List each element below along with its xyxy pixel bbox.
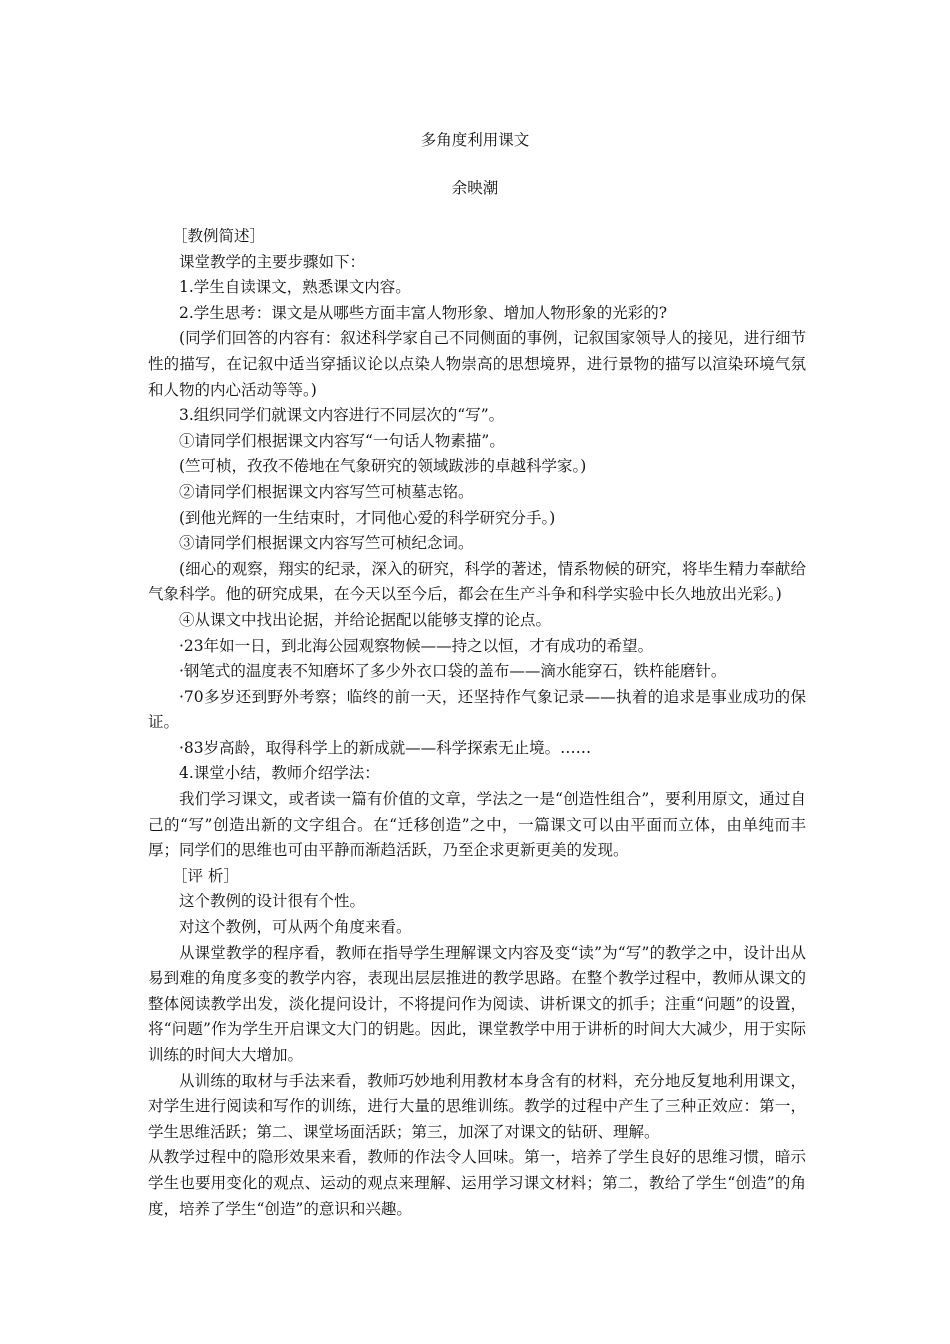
body-paragraph: ③请同学们根据课文内容写竺可桢纪念词。 — [179, 534, 474, 553]
body-paragraph: ①请同学们根据课文内容写“一句话人物素描”。 — [179, 431, 505, 450]
body-paragraph: 从训练的取材与手法来看，教师巧妙地利用教材本身含有的材料，充分地反复地利用课文，对学生进行阅读和写作的训练，进行大量的思维训练。教学的过程中产生了三种正效应：第一，学生思维活跃；第二、课堂场面活跃；第三，加深了对课文的钻研、理解。 — [148, 1071, 806, 1141]
body-paragraph: (竺可桢，孜孜不倦地在气象研究的领域跋涉的卓越科学家。) — [179, 457, 587, 476]
body-paragraph: 4.课堂小结，教师介绍学法： — [179, 764, 380, 783]
body-paragraph: 对这个教例，可从两个角度来看。 — [179, 918, 412, 937]
body-paragraph: 1.学生自读课文，熟悉课文内容。 — [179, 278, 411, 297]
document-title: 多角度利用课文 — [420, 131, 530, 149]
document-author: 余映潮 — [451, 179, 499, 197]
body-paragraph: ④从课文中找出论据，并给论据配以能够支撑的论点。 — [179, 610, 552, 629]
body-paragraph: 这个教例的设计很有个性。 — [179, 892, 366, 911]
body-paragraph: ·83岁高龄，取得科学上的新成就——科学探索无止境。…… — [179, 738, 592, 757]
body-paragraph: (到他光辉的一生结束时，才同他心爱的科学研究分手。) — [179, 508, 556, 527]
body-paragraph: 3.组织同学们就课文内容进行不同层次的“写”。 — [179, 406, 505, 425]
body-paragraph: 课堂教学的主要步骤如下： — [179, 252, 366, 271]
section-heading-commentary: ［评 析］ — [172, 866, 239, 885]
body-paragraph: ·70多岁还到野外考察；临终的前一天，还坚持作气象记录——执着的追求是事业成功的保证。 — [148, 687, 806, 732]
body-paragraph: ·23年如一日，到北海公园观察物候——持之以恒，才有成功的希望。 — [179, 636, 654, 655]
body-paragraph: 从课堂教学的程序看，教师在指导学生理解课文内容及变“读”为“写”的教学之中，设计出从易到难的角度多变的教学内容，表现出层层推进的教学思路。在整个教学过程中，教师从课文的整体阅读教学出发，淡化提问设计，不将提问作为阅读、讲析课文的抓手；注重“问题”的设置，将“问题”作为学生开启课文大门的钥匙。因此，课堂教学中用于讲析的时间大大减少，用于实际训练的时间大大增加。 — [148, 943, 806, 1064]
body-paragraph: ·钢笔式的温度表不知磨坏了多少外衣口袋的盖布——滴水能穿石，铁杵能磨针。 — [179, 662, 727, 681]
body-paragraph: ②请同学们根据课文内容写竺可桢墓志铭。 — [179, 482, 474, 501]
section-heading-case-summary: ［教例简述］ — [172, 227, 266, 245]
body-paragraph: (同学们回答的内容有：叙述科学家自己不同侧面的事例，记叙国家领导人的接见，进行细节性的描写，在记叙中适当穿插议论以点染人物崇高的思想境界，进行景物的描写以渲染环境气氛和人物的内心活动等等。) — [148, 329, 806, 399]
body-paragraph: 我们学习课文，或者读一篇有价值的文章，学法之一是“创造性组合”，要利用原文，通过自己的“写”创造出新的文字组合。在“迁移创造”之中，一篇课文可以由平面而立体，由单纯而丰厚；同学们的思维也可由平静而渐趋活跃，乃至企求更新更美的发现。 — [148, 790, 806, 860]
document-body — [148, 224, 806, 1222]
body-paragraph: 2.学生思考：课文是从哪些方面丰富人物形象、增加人物形象的光彩的? — [179, 303, 668, 322]
body-paragraph: (细心的观察，翔实的纪录，深入的研究，科学的著述，情系物候的研究，将毕生精力奉献给气象科学。他的研究成果，在今天以至今后，都会在生产斗争和科学实验中长久地放出光彩。) — [148, 559, 806, 604]
body-paragraph: 从教学过程中的隐形效果来看，教师的作法令人回味。第一，培养了学生良好的思维习惯，暗示学生也要用变化的观点、运动的观点来理解、运用学习课文材料；第二，教给了学生“创造”的角度，培养了学生“创造”的意识和兴趣。 — [148, 1148, 806, 1218]
